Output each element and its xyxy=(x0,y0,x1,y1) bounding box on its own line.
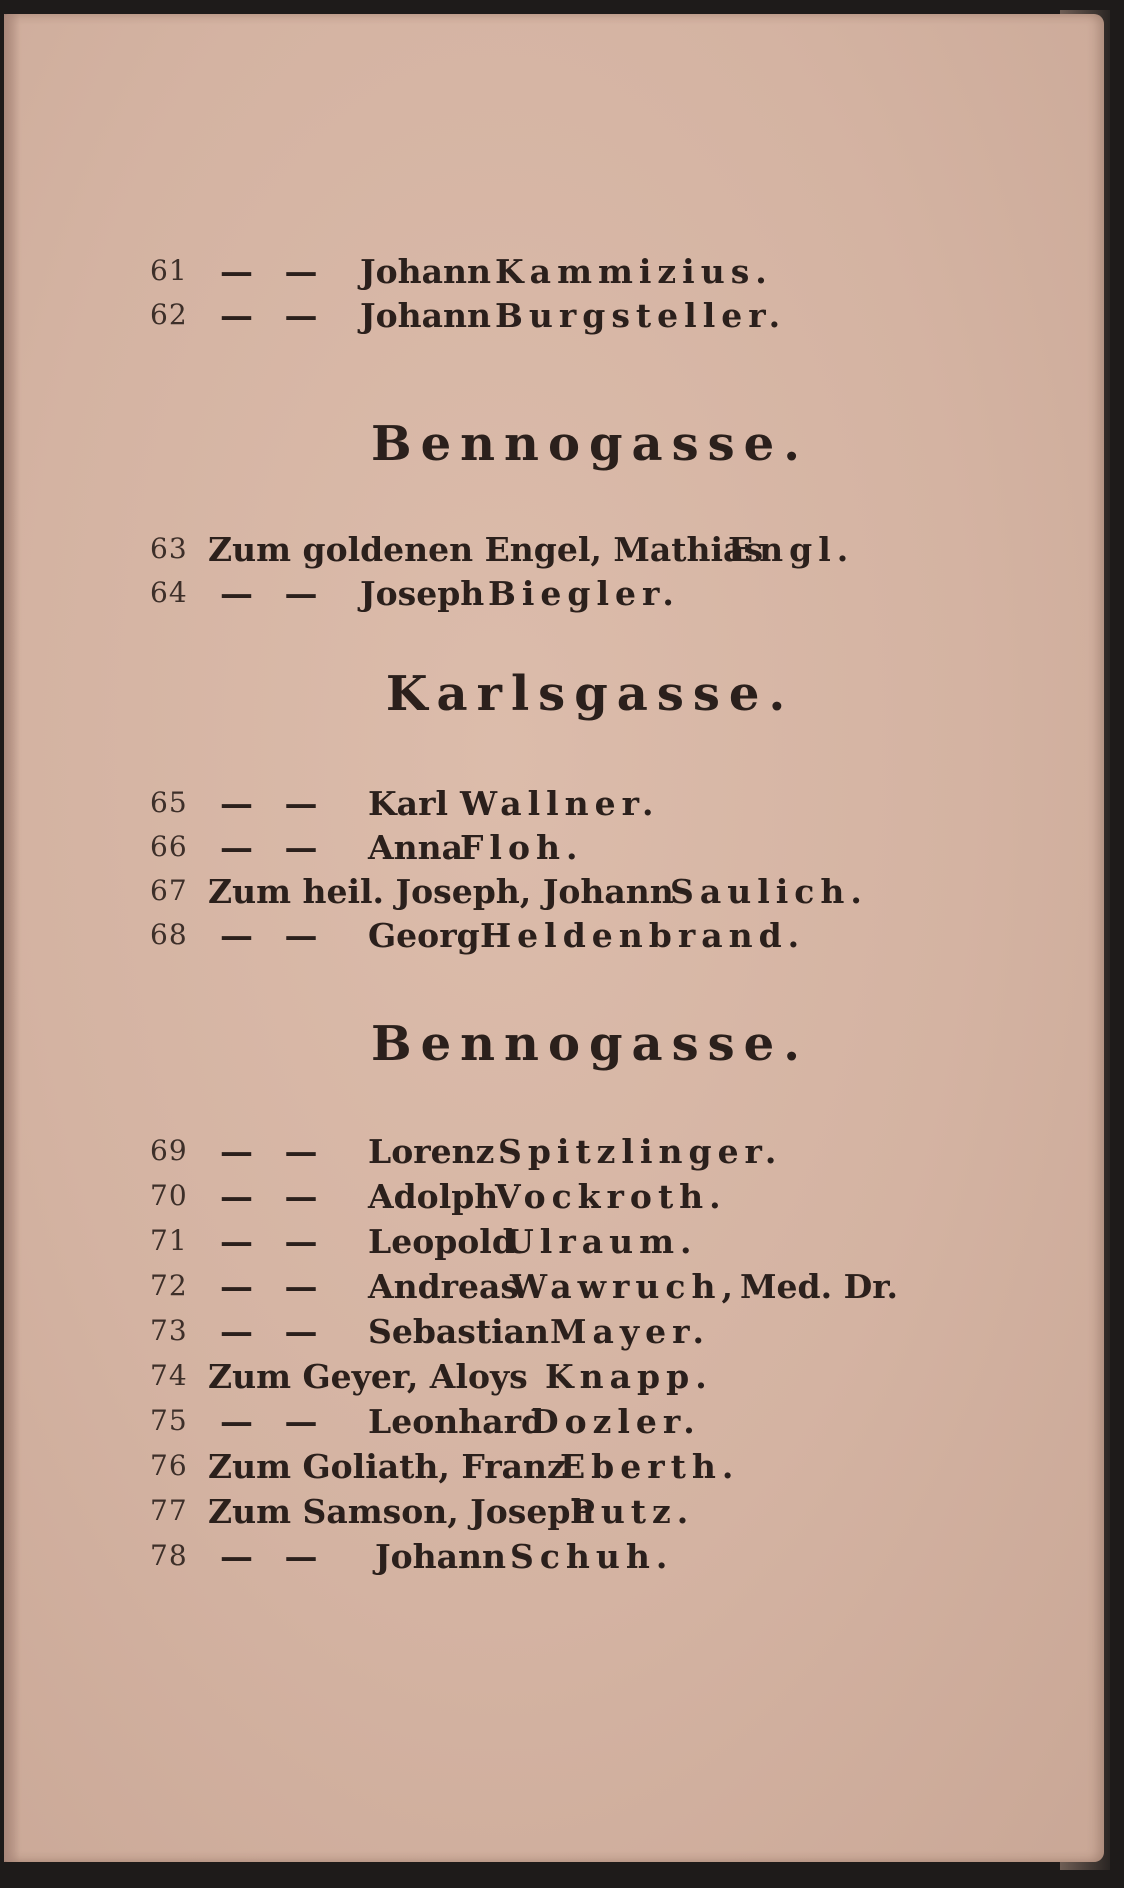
house-number: 72 xyxy=(150,1269,188,1302)
ditto-dashes: — — xyxy=(220,574,328,613)
ditto-dashes: — — xyxy=(220,1132,328,1171)
first-name: Johann xyxy=(360,252,491,291)
surname: Spitzlinger. xyxy=(498,1132,783,1171)
ditto-dashes: — — xyxy=(220,784,328,823)
house-number: 61 xyxy=(150,254,188,287)
house-number: 74 xyxy=(150,1359,188,1392)
ditto-dashes: — — xyxy=(220,296,328,335)
ditto-dashes: — — xyxy=(220,1267,328,1306)
house-sign-and-name: Zum Samson, Joseph xyxy=(208,1492,595,1531)
house-number: 78 xyxy=(150,1539,188,1572)
surname: Heldenbrand. xyxy=(480,916,806,955)
first-name: Anna xyxy=(368,828,463,867)
ditto-dashes: — — xyxy=(220,916,328,955)
house-number: 69 xyxy=(150,1134,188,1167)
first-name: Johann xyxy=(360,296,491,335)
surname: Eberth. xyxy=(560,1447,740,1486)
surname: Wawruch, xyxy=(510,1267,739,1306)
surname: Floh. xyxy=(460,828,584,867)
title-suffix: Med. Dr. xyxy=(740,1267,899,1306)
surname: Vockroth. xyxy=(495,1177,727,1216)
ditto-dashes: — — xyxy=(220,1537,328,1576)
house-number: 71 xyxy=(150,1224,188,1257)
surname: Burgsteller. xyxy=(495,296,787,335)
surname: Kammizius. xyxy=(495,252,773,291)
street-heading: Bennogasse. xyxy=(371,416,809,472)
surname: Knapp. xyxy=(545,1357,713,1396)
surname: Saulich. xyxy=(670,872,868,911)
ditto-dashes: — — xyxy=(220,1402,328,1441)
spine-edge xyxy=(4,14,20,1862)
surname: Putz. xyxy=(570,1492,695,1531)
house-sign-and-name: Zum Geyer, Aloys xyxy=(208,1357,528,1396)
first-name: Leopold xyxy=(368,1222,515,1261)
surname: Wallner. xyxy=(460,784,660,823)
ditto-dashes: — — xyxy=(220,1177,328,1216)
house-number: 67 xyxy=(150,874,188,907)
surname: Schuh. xyxy=(510,1537,674,1576)
first-name: Leonhard xyxy=(368,1402,545,1441)
surname: Engl. xyxy=(728,530,855,569)
house-sign-and-name: Zum heil. Joseph, Johann xyxy=(208,872,674,911)
first-name: Sebastian xyxy=(368,1312,550,1351)
book-page xyxy=(4,14,1104,1862)
surname: Mayer. xyxy=(550,1312,710,1351)
house-number: 70 xyxy=(150,1179,188,1212)
house-number: 63 xyxy=(150,532,188,565)
house-number: 73 xyxy=(150,1314,188,1347)
first-name: Johann xyxy=(375,1537,506,1576)
first-name: Joseph xyxy=(360,574,485,613)
street-heading: Karlsgasse. xyxy=(385,666,795,722)
house-number: 75 xyxy=(150,1404,188,1437)
house-number: 65 xyxy=(150,786,188,819)
first-name: Lorenz xyxy=(368,1132,495,1171)
ditto-dashes: — — xyxy=(220,828,328,867)
house-number: 62 xyxy=(150,298,188,331)
first-name: Andreas xyxy=(368,1267,520,1306)
house-number: 77 xyxy=(150,1494,188,1527)
first-name: Georg xyxy=(368,916,480,955)
ditto-dashes: — — xyxy=(220,1312,328,1351)
house-number: 64 xyxy=(150,576,188,609)
ditto-dashes: — — xyxy=(220,1222,328,1261)
surname: Ulraum. xyxy=(505,1222,698,1261)
house-number: 66 xyxy=(150,830,188,863)
surname: Biegler. xyxy=(488,574,680,613)
surname: Dozler. xyxy=(530,1402,701,1441)
house-number: 76 xyxy=(150,1449,188,1482)
house-number: 68 xyxy=(150,918,188,951)
first-name: Karl xyxy=(368,784,448,823)
first-name: Adolph xyxy=(368,1177,499,1216)
house-sign-and-name: Zum Goliath, Franz xyxy=(208,1447,566,1486)
street-heading: Bennogasse. xyxy=(371,1016,809,1072)
house-sign-and-name: Zum goldenen Engel, Mathias xyxy=(208,530,764,569)
ditto-dashes: — — xyxy=(220,252,328,291)
